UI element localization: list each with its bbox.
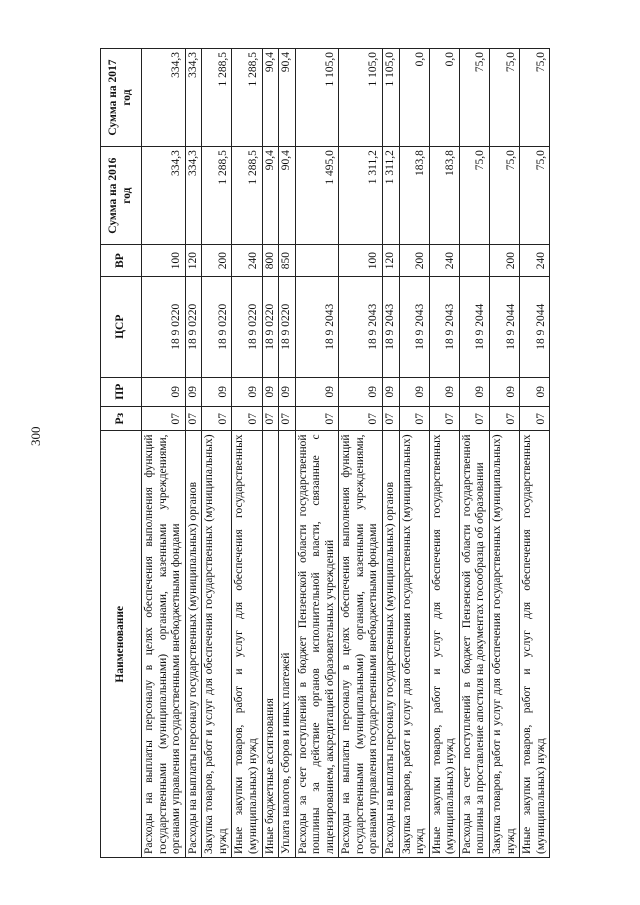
row-pr-cell: 09	[399, 377, 429, 406]
row-sum-2017-cell: 75,0	[459, 49, 489, 147]
header-pr: ПР	[101, 377, 142, 406]
header-name: Наименование	[101, 431, 142, 858]
row-name-cell: Расходы на выплаты персоналу государственных (муниципальных) органов	[185, 431, 202, 858]
table-row	[279, 49, 296, 858]
row-sum-2017-cell: 90,4	[279, 49, 296, 147]
row-vr-cell: 200	[202, 245, 232, 277]
row-rz-cell: 07	[185, 406, 202, 431]
header-sum-2016: Сумма на 2016 год	[101, 147, 142, 245]
row-sum-2016-cell: 1 311,2	[339, 147, 383, 245]
row-name-cell: Расходы на выплаты персоналу в целях обеспечения выполнения функций государственными (муниципальными) органами, казенными учреждениями, органами управления государственными внебюджетными фондами	[142, 431, 186, 858]
row-rz-cell: 07	[459, 406, 489, 431]
row-sum-2016-cell: 75,0	[489, 147, 519, 245]
row-name-cell: Иные закупки товаров, работ и услуг для обеспечения государственных (муниципальных) нужд	[232, 431, 262, 858]
row-sum-2016-cell: 90,4	[279, 147, 296, 245]
budget-table	[100, 48, 550, 858]
table-row	[383, 49, 400, 858]
row-vr-cell: 100	[339, 245, 383, 277]
row-rz-cell: 07	[383, 406, 400, 431]
row-vr-cell: 240	[429, 245, 459, 277]
row-csr-cell: 18 9 2043	[295, 277, 339, 378]
row-name-cell: Расходы на выплаты персоналу в целях обеспечения выполнения функций государственными (муниципальными) органами, казенными учреждениями, органами управления государственными внебюджетными фондами	[339, 431, 383, 858]
row-sum-2017-cell: 1 105,0	[295, 49, 339, 147]
row-sum-2016-cell: 75,0	[459, 147, 489, 245]
header-csr: ЦСР	[101, 277, 142, 378]
row-sum-2017-cell: 1 105,0	[339, 49, 383, 147]
row-rz-cell: 07	[262, 406, 279, 431]
table-row	[520, 49, 550, 858]
row-csr-cell: 18 9 2043	[429, 277, 459, 378]
row-pr-cell: 09	[142, 377, 186, 406]
row-vr-cell: 200	[489, 245, 519, 277]
row-sum-2017-cell: 334,3	[142, 49, 186, 147]
row-pr-cell: 09	[383, 377, 400, 406]
row-vr-cell	[295, 245, 339, 277]
row-sum-2017-cell: 334,3	[185, 49, 202, 147]
row-name-cell: Расходы за счет поступлений в бюджет Пензенской области государственной пошлины за действие органов исполнительной власти, связанные с лицензированием, аккредитацией образовательных учреждений	[295, 431, 339, 858]
row-sum-2016-cell: 334,3	[142, 147, 186, 245]
table-row	[262, 49, 279, 858]
row-vr-cell: 120	[383, 245, 400, 277]
row-csr-cell: 18 9 2044	[459, 277, 489, 378]
row-vr-cell: 800	[262, 245, 279, 277]
row-sum-2017-cell: 1 288,5	[232, 49, 262, 147]
row-csr-cell: 18 9 2043	[339, 277, 383, 378]
row-name-cell: Уплата налогов, сборов и иных платежей	[279, 431, 296, 858]
row-rz-cell: 07	[399, 406, 429, 431]
table-row	[295, 49, 339, 858]
row-sum-2016-cell: 1 311,2	[383, 147, 400, 245]
row-sum-2016-cell: 1 495,0	[295, 147, 339, 245]
row-csr-cell: 18 9 0220	[202, 277, 232, 378]
row-sum-2016-cell: 183,8	[399, 147, 429, 245]
row-pr-cell: 09	[429, 377, 459, 406]
table-row	[399, 49, 429, 858]
table-body	[142, 49, 550, 858]
row-name-cell: Расходы за счет поступлений в бюджет Пензенской области государственной пошлины за проставление апостиля на документах госообразца об образовании	[459, 431, 489, 858]
row-sum-2016-cell: 1 288,5	[202, 147, 232, 245]
row-sum-2016-cell: 75,0	[520, 147, 550, 245]
row-name-cell: Иные закупки товаров, работ и услуг для обеспечения государственных (муниципальных) нужд	[520, 431, 550, 858]
row-vr-cell: 100	[142, 245, 186, 277]
row-vr-cell: 200	[399, 245, 429, 277]
header-rz: Рз	[101, 406, 142, 431]
row-pr-cell: 09	[279, 377, 296, 406]
row-sum-2017-cell: 0,0	[399, 49, 429, 147]
row-vr-cell	[459, 245, 489, 277]
row-vr-cell: 240	[520, 245, 550, 277]
row-rz-cell: 07	[232, 406, 262, 431]
page-number: 300	[28, 426, 43, 446]
row-rz-cell: 07	[429, 406, 459, 431]
header-sum-2017: Сумма на 2017 год	[101, 49, 142, 147]
rotated-table-container	[100, 48, 547, 858]
row-sum-2017-cell: 0,0	[429, 49, 459, 147]
row-sum-2017-cell: 75,0	[489, 49, 519, 147]
row-pr-cell: 09	[202, 377, 232, 406]
row-vr-cell: 120	[185, 245, 202, 277]
row-sum-2017-cell: 1 288,5	[202, 49, 232, 147]
header-vr: ВР	[101, 245, 142, 277]
row-csr-cell: 18 9 2043	[399, 277, 429, 378]
table-row	[142, 49, 186, 858]
row-csr-cell: 18 9 0220	[232, 277, 262, 378]
table-row	[429, 49, 459, 858]
row-name-cell: Иные бюджетные ассигнования	[262, 431, 279, 858]
row-pr-cell: 09	[520, 377, 550, 406]
row-name-cell: Закупка товаров, работ и услуг для обеспечения государственных (муниципальных) нужд	[489, 431, 519, 858]
row-sum-2016-cell: 334,3	[185, 147, 202, 245]
row-pr-cell: 09	[295, 377, 339, 406]
table-row	[232, 49, 262, 858]
table-row	[185, 49, 202, 858]
row-sum-2017-cell: 1 105,0	[383, 49, 400, 147]
row-pr-cell: 09	[232, 377, 262, 406]
row-rz-cell: 07	[520, 406, 550, 431]
row-csr-cell: 18 9 0220	[142, 277, 186, 378]
row-rz-cell: 07	[489, 406, 519, 431]
table-header-row	[101, 49, 142, 858]
row-sum-2017-cell: 75,0	[520, 49, 550, 147]
row-csr-cell: 18 9 2044	[489, 277, 519, 378]
row-pr-cell: 09	[489, 377, 519, 406]
row-sum-2017-cell: 90,4	[262, 49, 279, 147]
row-rz-cell: 07	[202, 406, 232, 431]
row-name-cell: Закупка товаров, работ и услуг для обеспечения государственных (муниципальных) нужд	[202, 431, 232, 858]
row-rz-cell: 07	[279, 406, 296, 431]
row-rz-cell: 07	[295, 406, 339, 431]
row-name-cell: Расходы на выплаты персоналу государственных (муниципальных) органов	[383, 431, 400, 858]
row-sum-2016-cell: 1 288,5	[232, 147, 262, 245]
row-rz-cell: 07	[142, 406, 186, 431]
row-pr-cell: 09	[339, 377, 383, 406]
row-csr-cell: 18 9 0220	[185, 277, 202, 378]
row-csr-cell: 18 9 0220	[262, 277, 279, 378]
row-rz-cell: 07	[339, 406, 383, 431]
table-row	[339, 49, 383, 858]
table-row	[459, 49, 489, 858]
row-csr-cell: 18 9 2044	[520, 277, 550, 378]
row-name-cell: Иные закупки товаров, работ и услуг для обеспечения государственных (муниципальных) нужд	[429, 431, 459, 858]
row-vr-cell: 240	[232, 245, 262, 277]
row-vr-cell: 850	[279, 245, 296, 277]
row-csr-cell: 18 9 2043	[383, 277, 400, 378]
row-pr-cell: 09	[262, 377, 279, 406]
row-csr-cell: 18 9 0220	[279, 277, 296, 378]
table-row	[489, 49, 519, 858]
row-sum-2016-cell: 90,4	[262, 147, 279, 245]
row-pr-cell: 09	[185, 377, 202, 406]
row-pr-cell: 09	[459, 377, 489, 406]
table-row	[202, 49, 232, 858]
row-sum-2016-cell: 183,8	[429, 147, 459, 245]
row-name-cell: Закупка товаров, работ и услуг для обеспечения государственных (муниципальных) нужд	[399, 431, 429, 858]
